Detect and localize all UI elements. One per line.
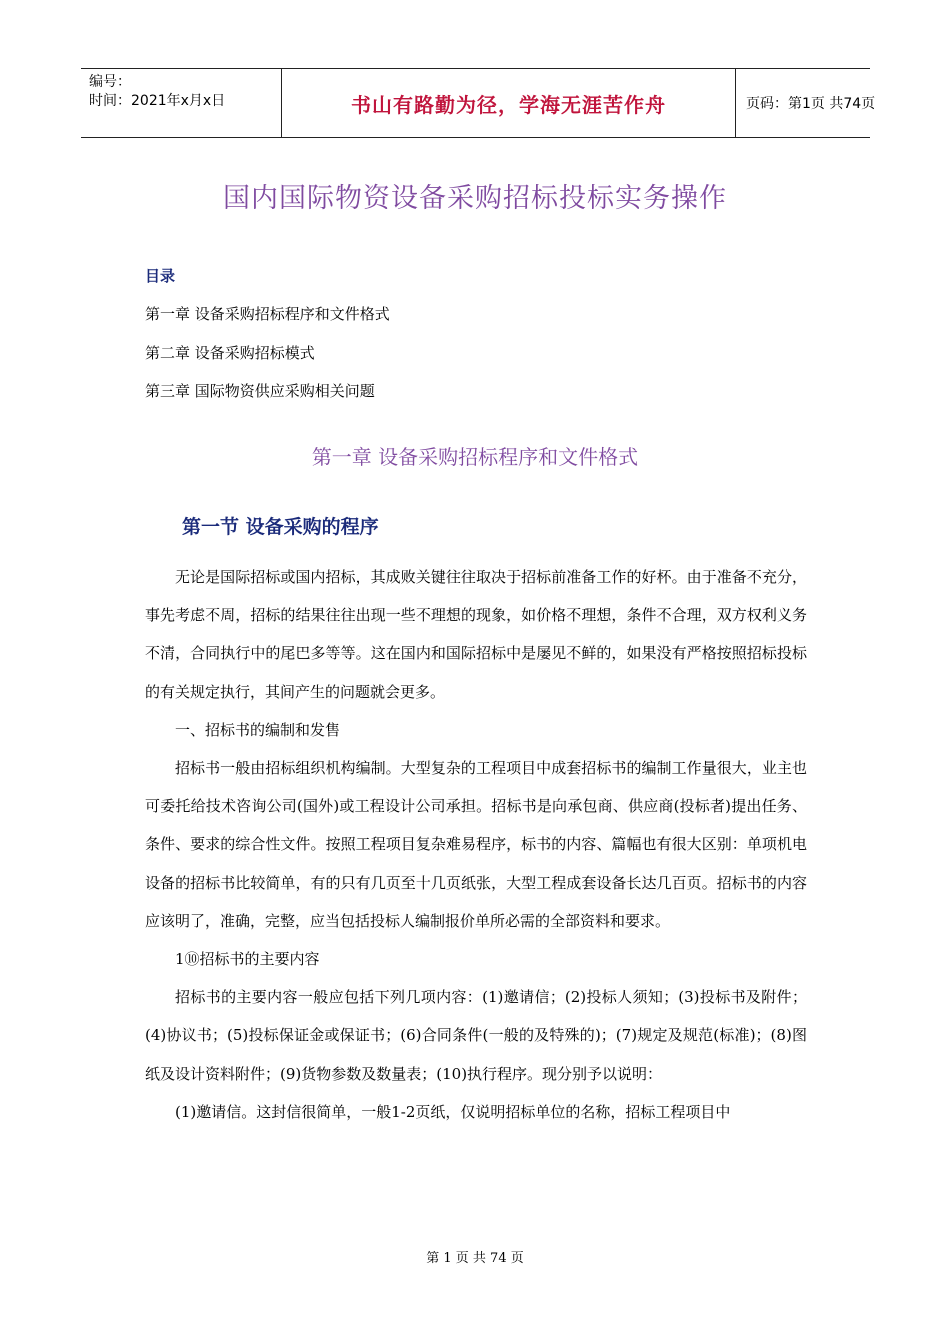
- paragraph: 招标书的主要内容一般应包括下列几项内容：(1)邀请信；(2)投标人须知；(3)投标书及附件；(4)协议书；(5)投标保证金或保证书；(6)合同条件(一般的及特殊的)；(7)规定及规范(标准)；(8)图纸及设计资料附件；(9)货物参数及数量表；(10)执行程序。现分别予以说明：: [145, 988, 807, 1083]
- paragraph: 1⑩招标书的主要内容: [175, 950, 320, 969]
- paragraph: 无论是国际招标或国内招标，其成败关键往往取决于招标前准备工作的好杯。由于准备不充分，事先考虑不周，招标的结果往往出现一些不理想的现象，如价格不理想，条件不合理，双方权利义务不清，合同执行中的尾巴多等等。这在国内和国际招标中是屡见不鲜的，如果没有严格按照招标投标的有关规定执行，其间产生的问题就会更多。: [145, 568, 807, 701]
- toc-item-chapter-2[interactable]: 第二章 设备采购招标模式: [145, 344, 315, 362]
- paragraph: 招标书一般由招标组织机构编制。大型复杂的工程项目中成套招标书的编制工作量很大，业主也可委托给技术咨询公司(国外)或工程设计公司承担。招标书是向承包商、供应商(投标者)提出任务、条件、要求的综合性文件。按照工程项目复杂难易程序，标书的内容、篇幅也有很大区别：单项机电设备的招标书比较简单，有的只有几页至十几页纸张，大型工程成套设备长达几百页。招标书的内容应该明了，准确，完整，应当包括投标人编制报价单所必需的全部资料和要求。: [145, 759, 807, 930]
- number-label: 编号：: [89, 74, 131, 90]
- body-text: [145, 558, 807, 1131]
- toc-item-chapter-3[interactable]: 第三章 国际物资供应采购相关问题: [145, 382, 375, 400]
- section-title: 第一节 设备采购的程序: [182, 516, 379, 538]
- toc-heading: 目录: [145, 267, 176, 285]
- toc-item-chapter-1[interactable]: 第一章 设备采购招标程序和文件格式: [145, 305, 390, 323]
- header-meta-cell: [81, 69, 281, 137]
- paragraph: 一、招标书的编制和发售: [175, 720, 341, 739]
- document-title: 国内国际物资设备采购招标投标实务操作: [223, 183, 727, 214]
- header-table: [81, 68, 876, 138]
- time-label: 时间：2021年x月x日: [89, 93, 226, 109]
- header-motto-cell: [281, 69, 736, 137]
- page-footer: 第 1 页 共 74 页: [426, 1251, 524, 1266]
- motto-text: 书山有路勤为径，学海无涯苦作舟: [351, 92, 666, 117]
- page-info: 页码：第1页 共74页: [746, 96, 876, 112]
- paragraph: (1)邀请信。这封信很简单，一般1-2页纸，仅说明招标单位的名称，招标工程项目中: [175, 1102, 731, 1121]
- chapter-title: 第一章 设备采购招标程序和文件格式: [311, 445, 639, 469]
